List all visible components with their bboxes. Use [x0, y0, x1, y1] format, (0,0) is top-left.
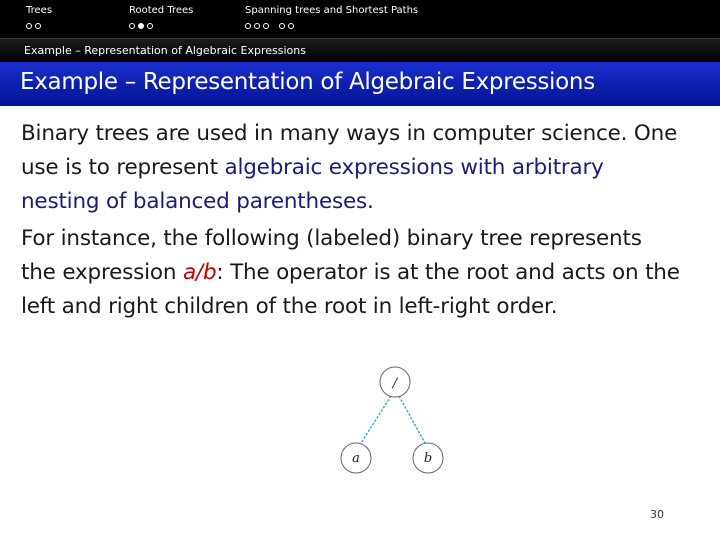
frame-title: Example – Representation of Algebraic Expressions: [20, 69, 595, 95]
nav-dot[interactable]: [35, 23, 41, 29]
nav-section-dots: [245, 22, 418, 30]
nav-dot[interactable]: [26, 23, 32, 29]
nav-section-dots: [26, 22, 52, 30]
nav-section-trees[interactable]: [26, 5, 52, 30]
nav-section-label[interactable]: Trees: [26, 5, 53, 16]
paragraph-text: : The operator is at the root and acts on the left and right children of the root in left-right order.: [21, 260, 680, 319]
nav-section-label[interactable]: Rooted Trees: [129, 5, 194, 16]
paragraph-text: Binary trees are used in many ways in computer science. One use is to represent: [21, 121, 678, 180]
tree-edge-right: [399, 396, 425, 443]
subsection-bar: [0, 38, 720, 62]
nav-dot[interactable]: [254, 23, 260, 29]
frame-title-bar: [0, 62, 720, 106]
nav-dot-current[interactable]: [138, 23, 144, 29]
subsection-label[interactable]: Example – Representation of Algebraic Expressions: [24, 44, 306, 57]
tree-edge-left: [361, 396, 391, 443]
paragraph-binary-trees: [21, 117, 681, 219]
paragraph-example: [21, 222, 681, 324]
paragraph-text: For instance, the following (labeled) binary tree represents the expression: [21, 226, 642, 285]
navigation-bar: [0, 0, 720, 38]
nav-section-rooted-trees[interactable]: [129, 5, 193, 30]
tree-node-label: /: [392, 376, 398, 391]
slide-body: [21, 117, 681, 324]
expression-tree-diagram: [330, 360, 450, 480]
nav-dot[interactable]: [245, 23, 251, 29]
nav-section-label[interactable]: Spanning trees and Shortest Paths: [245, 5, 419, 16]
nav-section-spanning-trees[interactable]: [245, 5, 418, 30]
nav-dot[interactable]: [263, 23, 269, 29]
math-expression: a/b: [182, 260, 217, 285]
paragraph-text: .: [367, 189, 374, 214]
tree-node-label: b: [423, 451, 433, 466]
tree-node-label: a: [352, 451, 360, 466]
highlighted-phrase: algebraic expressions with arbitrary nesting of balanced parentheses: [21, 155, 604, 214]
nav-dot[interactable]: [129, 23, 135, 29]
nav-dot[interactable]: [147, 23, 153, 29]
nav-dot[interactable]: [279, 23, 285, 29]
nav-section-dots: [129, 22, 193, 30]
page-number: 30: [650, 508, 664, 521]
nav-dot[interactable]: [288, 23, 294, 29]
